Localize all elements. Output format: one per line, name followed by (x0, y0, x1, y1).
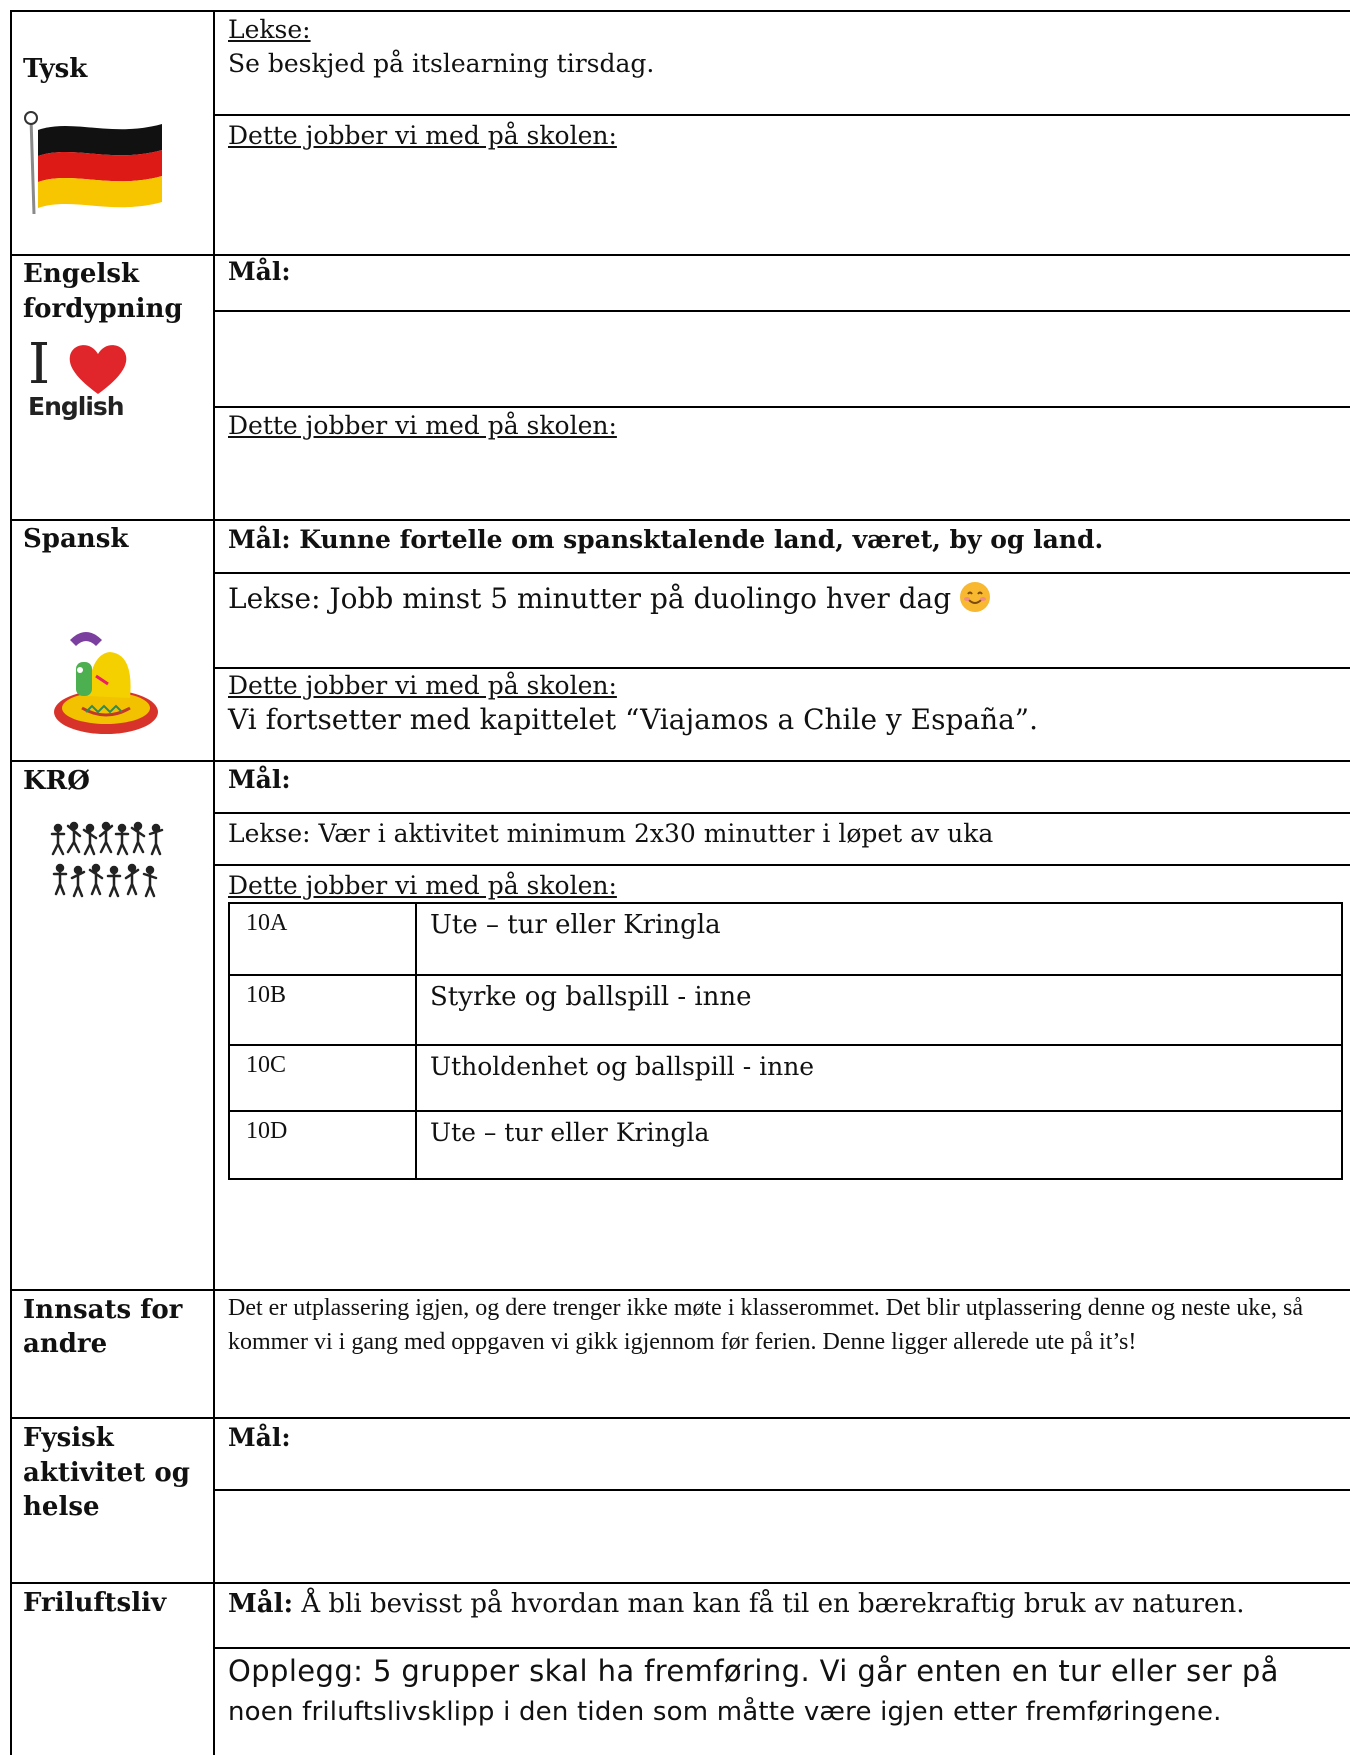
table-cell-class: 10B (246, 982, 287, 1008)
table-cell-class: 10A (246, 910, 288, 936)
table-row (230, 904, 1341, 976)
table-cell-activity: Utholdenhet og ballspill - inne (430, 1052, 815, 1081)
row-divider (10, 519, 1350, 521)
subject-label-fysisk-1: Fysisk (23, 1423, 114, 1453)
subrow-divider (213, 812, 1350, 814)
subrow-divider (213, 114, 1350, 116)
subrow-divider (213, 864, 1350, 866)
table-cell-divider (415, 1046, 417, 1112)
row-divider (10, 254, 1350, 256)
tysk-skolen-heading: Dette jobber vi med på skolen: (228, 121, 617, 150)
engelsk-maal: Mål: (228, 257, 291, 286)
column-divider (213, 10, 215, 1755)
tysk-lekse-heading: Lekse: (228, 15, 311, 44)
table-cell-activity: Ute – tur eller Kringla (430, 1118, 710, 1147)
dancing-people-icon (48, 820, 172, 900)
innsats-text: Det er utplassering igjen, og dere trenger ikke møte i klasserommet. Det blir utplassering denne og neste uke, så kommer vi i gang med oppgaven vi gikk igjennom før ferien. Denne ligger allerede ute på it’s! (228, 1295, 1304, 1355)
table-cell-activity: Styrke og ballspill - inne (430, 982, 752, 1012)
spansk-lekse-text: Lekse: Jobb minst 5 minutter på duolingo hver dag (228, 582, 952, 615)
spansk-skolen-text: Vi fortsetter med kapittelet “Viajamos a Chile y España”. (228, 703, 1039, 736)
table-row (230, 974, 1341, 1046)
table-cell-class: 10C (246, 1052, 287, 1078)
table-cell-divider (415, 1112, 417, 1180)
row-divider (10, 1582, 1350, 1584)
subject-label-friluftsliv: Friluftsliv (23, 1588, 167, 1618)
friluftsliv-opplegg-line1: Opplegg: 5 grupper skal ha fremføring. Vi går enten en tur eller ser på (228, 1654, 1279, 1688)
logo-letter-i: I (28, 332, 51, 397)
border-top (10, 10, 1350, 12)
subject-label-kro: KRØ (23, 766, 90, 796)
subrow-divider (213, 1489, 1350, 1491)
subrow-divider (213, 406, 1350, 408)
engelsk-skolen-heading: Dette jobber vi med på skolen: (228, 411, 617, 440)
subject-label-fysisk-3: helse (23, 1492, 100, 1522)
heart-icon (66, 340, 130, 396)
friluftsliv-maal-label: Mål: (228, 1589, 294, 1619)
border-left (10, 10, 12, 1755)
smiley-emoji-icon (960, 582, 990, 612)
friluftsliv-opplegg-line2: noen friluftslivsklipp i den tiden som måtte være igjen etter fremføringene. (228, 1697, 1222, 1727)
subrow-divider (213, 1647, 1350, 1649)
fysisk-maal: Mål: (228, 1423, 291, 1452)
subject-label-innsats-2: andre (23, 1329, 108, 1359)
row-divider (10, 1417, 1350, 1419)
german-flag-icon (22, 110, 172, 215)
table-cell-divider (415, 976, 417, 1046)
subrow-divider (213, 572, 1350, 574)
table-cell-class: 10D (246, 1118, 288, 1144)
kro-lekse: Lekse: Vær i aktivitet minimum 2x30 minutter i løpet av uka (228, 819, 994, 848)
row-divider (10, 760, 1350, 762)
sombrero-cactus-icon (50, 626, 162, 740)
i-love-english-logo (28, 332, 138, 430)
subject-label-engelsk-1: Engelsk (23, 259, 139, 289)
subject-label-engelsk-2: fordypning (23, 294, 183, 324)
subject-label-fysisk-2: aktivitet og (23, 1458, 190, 1488)
subrow-divider (213, 310, 1350, 312)
table-row (230, 1110, 1341, 1180)
table-row (230, 1044, 1341, 1112)
subject-label-tysk: Tysk (23, 54, 88, 84)
subrow-divider (213, 667, 1350, 669)
table-cell-divider (415, 904, 417, 976)
tysk-lekse-text: Se beskjed på itslearning tirsdag. (228, 49, 655, 78)
subject-label-spansk: Spansk (23, 524, 129, 554)
spansk-skolen-heading: Dette jobber vi med på skolen: (228, 671, 617, 700)
kro-maal: Mål: (228, 765, 291, 794)
kro-class-table (228, 902, 1343, 1180)
table-cell-activity: Ute – tur eller Kringla (430, 910, 721, 940)
friluftsliv-maal-text: Å bli bevisst på hvordan man kan få til en bærekraftig bruk av naturen. (293, 1589, 1245, 1619)
spansk-maal: Mål: Kunne fortelle om spansktalende land, været, by og land. (228, 525, 1104, 554)
spansk-lekse-line (228, 582, 990, 615)
subject-label-innsats-1: Innsats for (23, 1295, 183, 1325)
logo-word-english: English (28, 392, 124, 421)
kro-skolen-heading: Dette jobber vi med på skolen: (228, 871, 617, 900)
friluftsliv-maal-line (228, 1588, 1244, 1620)
